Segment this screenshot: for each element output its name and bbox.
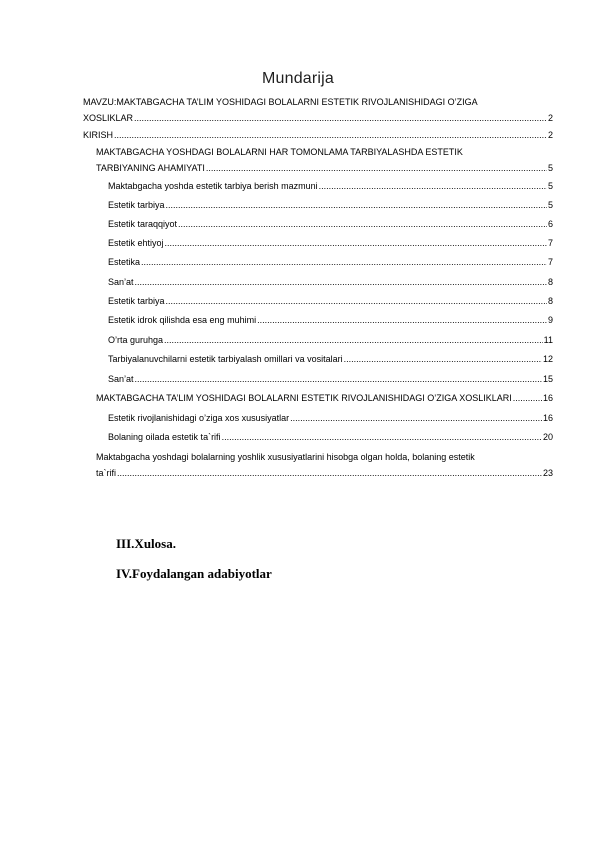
dot-leader xyxy=(166,293,547,309)
toc-entry-page: 2 xyxy=(547,113,553,123)
toc-entry[interactable] xyxy=(108,197,553,213)
toc-entry-title: San’at xyxy=(108,374,134,384)
page-title: Mundarija xyxy=(261,70,335,87)
toc-entry[interactable] xyxy=(108,254,553,270)
toc-entry-title: Estetik tarbiya xyxy=(108,200,165,210)
toc-entry-page: 6 xyxy=(547,219,553,229)
toc-entry[interactable] xyxy=(108,274,553,290)
dot-leader xyxy=(166,197,547,213)
toc-entry-page: 7 xyxy=(547,257,553,267)
toc-entry-title: XOSLIKLAR xyxy=(83,113,134,123)
dot-leader xyxy=(513,390,542,406)
dot-leader xyxy=(206,160,547,176)
dot-leader xyxy=(257,312,547,328)
toc-entry-title: Bolaning oilada estetik ta`rifi xyxy=(108,432,221,442)
toc-entry-title: Maktabgacha yoshda estetik tarbiya berish mazmuni xyxy=(108,181,318,191)
toc-entry-page: 15 xyxy=(542,374,553,384)
toc-entry-page: 8 xyxy=(547,296,553,306)
dot-leader xyxy=(117,465,542,481)
toc-entry[interactable] xyxy=(83,127,553,143)
dot-leader xyxy=(141,254,547,270)
dot-leader xyxy=(164,332,543,348)
conclusion-heading: III.Xulosa. xyxy=(116,536,176,551)
toc-entry-page: 23 xyxy=(542,468,553,478)
toc-entry-title: TARBIYANING AHAMIYATI xyxy=(96,163,205,173)
toc-entry[interactable] xyxy=(96,449,553,481)
toc-entry-page: 16 xyxy=(542,413,553,423)
dot-leader xyxy=(134,110,547,126)
dot-leader xyxy=(319,178,547,194)
references-heading: IV.Foydalangan adabiyotlar xyxy=(116,566,272,581)
toc-entry[interactable] xyxy=(108,332,553,348)
dot-leader xyxy=(165,235,547,251)
toc-entry-title-line: MAKTABGACHA YOSHDAGI BOLALARNI HAR TOMONLAMA TARBIYALASHDA ESTETIK xyxy=(96,147,463,157)
toc-entry-title: KIRISH xyxy=(83,130,114,140)
toc-entry[interactable] xyxy=(96,390,553,406)
toc-entry[interactable] xyxy=(108,371,553,387)
dot-leader xyxy=(135,274,547,290)
toc-entry-page: 16 xyxy=(542,393,553,403)
toc-entry-page: 5 xyxy=(547,181,553,191)
toc-entry[interactable] xyxy=(108,293,553,309)
dot-leader xyxy=(222,429,542,445)
toc-entry-title: ta`rifi xyxy=(96,468,116,478)
toc-entry-title: Estetik ehtiyoj xyxy=(108,238,164,248)
toc-entry-title: Estetika xyxy=(108,257,141,267)
dot-leader xyxy=(135,371,542,387)
toc-entry-title: Estetik rivojlanishidagi o’ziga xos xususiyatlar xyxy=(108,413,290,423)
toc-entry-title: O’rta guruhga xyxy=(108,335,164,345)
toc-entry-title: Estetik taraqqiyot xyxy=(108,219,178,229)
toc-entry[interactable] xyxy=(108,429,553,445)
toc-entry[interactable] xyxy=(108,178,553,194)
toc-entry-title-line: MAVZU:MAKTABGACHA TA’LIM YOSHIDAGI BOLALARNI ESTETIK RIVOJLANISHIDAGI O’ZIGA xyxy=(83,97,478,107)
toc-entry-title: Estetik tarbiya xyxy=(108,296,165,306)
toc-entry-page: 5 xyxy=(547,163,553,173)
toc-entry-title-line: Maktabgacha yoshdagi bolalarning yoshlik xususiyatlarini hisobga olgan holda, bolaning estetik xyxy=(96,452,475,462)
toc-entry-title: San’at xyxy=(108,277,134,287)
toc-entry[interactable] xyxy=(83,94,553,126)
toc-entry[interactable] xyxy=(96,144,553,176)
dot-leader xyxy=(290,410,542,426)
toc-entry[interactable] xyxy=(108,235,553,251)
toc-entry-title: Tarbiyalanuvchilarni estetik tarbiyalash omillari va vositalari xyxy=(108,354,343,364)
toc-entry-page: 12 xyxy=(542,354,553,364)
toc-entry-title: MAKTABGACHA TA’LIM YOSHIDAGI BOLALARNI ESTETIK RIVOJLANISHIDAGI O’ZIGA XOSLIKLARI xyxy=(96,393,512,403)
toc-entry[interactable] xyxy=(108,410,553,426)
dot-leader xyxy=(344,351,542,367)
toc-entry-page: 11 xyxy=(543,335,553,345)
dot-leader xyxy=(178,216,547,232)
toc-entry-page: 5 xyxy=(547,200,553,210)
toc-entry-page: 2 xyxy=(547,130,553,140)
dot-leader xyxy=(114,127,547,143)
toc-entry[interactable] xyxy=(108,312,553,328)
toc-entry-page: 20 xyxy=(542,432,553,442)
toc-entry[interactable] xyxy=(108,351,553,367)
toc-entry[interactable] xyxy=(108,216,553,232)
toc-entry-page: 7 xyxy=(547,238,553,248)
toc-entry-page: 9 xyxy=(547,315,553,325)
toc-entry-title: Estetik idrok qilishda esa eng muhimi xyxy=(108,315,257,325)
toc-entry-page: 8 xyxy=(547,277,553,287)
